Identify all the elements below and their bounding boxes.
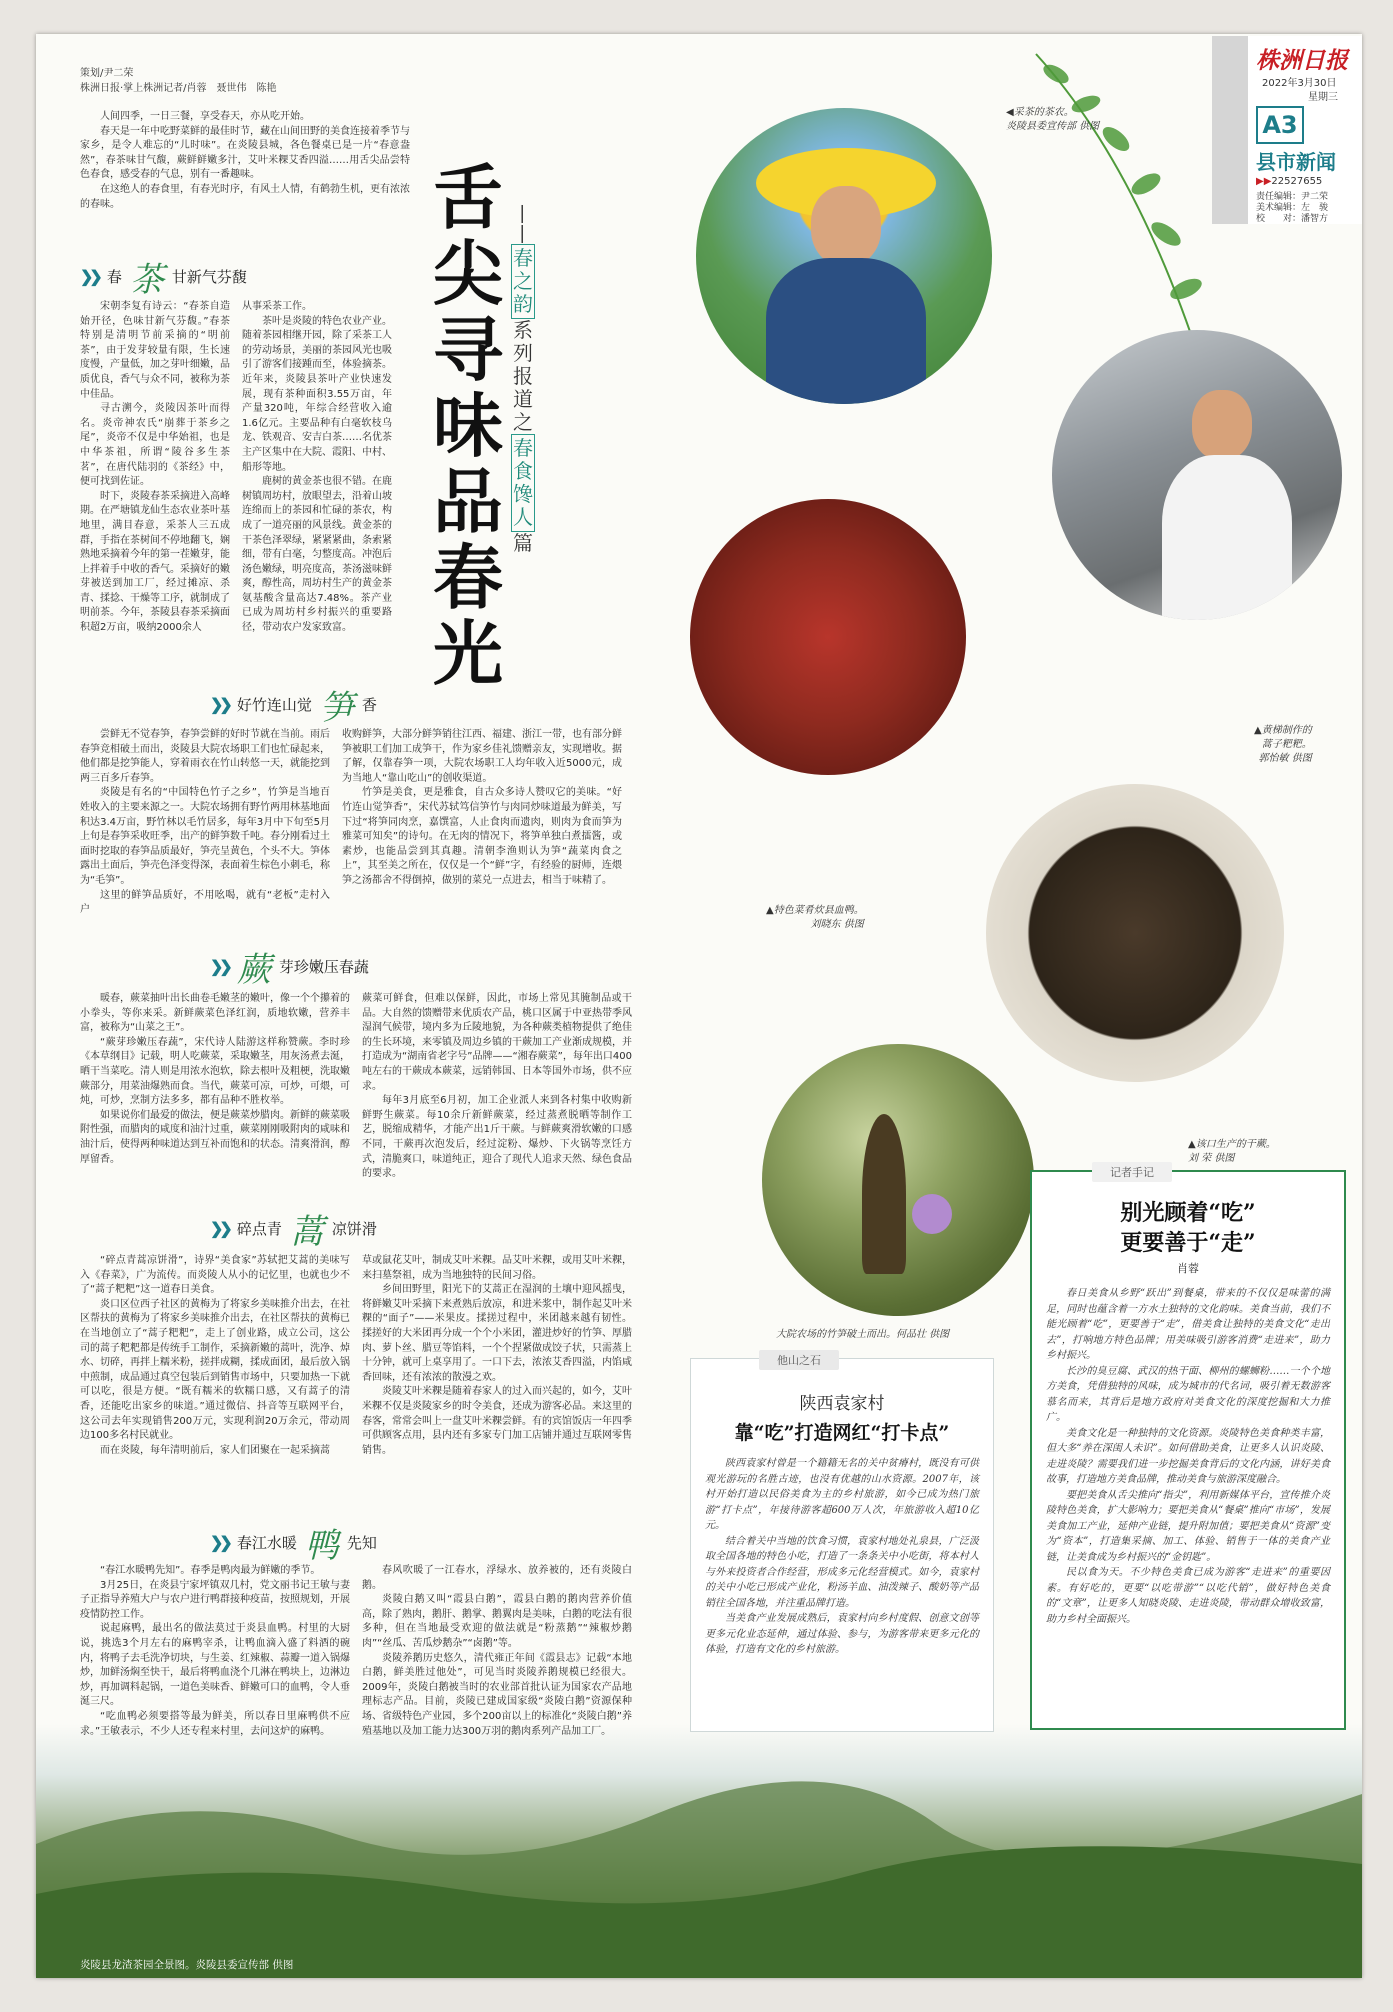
section-fern-col2 <box>362 992 632 1182</box>
section-heading-text: 春江水暖 <box>236 1534 297 1552</box>
paragraph: 炎陵艾叶米粿是随着春家人的过入而兴起的，如今，艾叶米粿不仅是炎陵家乡的时令美食，还成为游客必品。来这里的春客，常常会叫上一盘艾叶米粿尝鲜。有的宾馆饭店一年四季可供顾客点用，县内还有多家专门加工店铺并通过互联网零售销售。 <box>362 1386 632 1456</box>
photo-blood-duck <box>690 499 966 775</box>
section-name: 县市新闻 <box>1256 150 1336 174</box>
caption-tea: ◀采茶的茶农。 炎陵县委宣传部 供图 <box>1006 107 1100 132</box>
paragraph: 说起麻鸭，最出名的做法莫过于炎县血鸭。村里的大厨说，挑选3个月左右的麻鸭宰杀，让鸭血滴入盛了料酒的碗内，将鸭子去毛洗净切块，与生姜、红辣椒、蒜瓣一道入锅爆炒，加鲜汤焖至快干，最后将鸭血浇个几淋在鸭块上，边淋边炒，再加调料起锅，一道色美味香、鲜嫩可口的血鸭，令人垂涎三尺。 <box>80 1623 350 1708</box>
intro-paragraph: 人间四季，一日三餐，享受春天，亦从吃开始。 <box>100 111 310 122</box>
paragraph: 鹿树的黄金茶也很不错。在鹿树镇周坊村，放眼望去，沿着山坡连绵而上的茶园和忙碌的茶农，构成了一道亮丽的风景线。黄金茶的干茶色泽翠绿，紧紧紧曲，条索紧细，带有白毫，匀整度高。冲泡后汤色嫩绿，明亮度高，茶汤滋味鲜爽，醇性高，周坊村生产的黄金茶氨基酸含量高达7.48%。茶产业已成为周坊村乡村振兴的重要路径，带动农户发家致富。 <box>242 476 392 634</box>
paragraph: 陕西袁家村曾是一个籍籍无名的关中贫瘠村，既没有可供观光游玩的名胜古迹，也没有优越的山水资源。2007年，该村开始打造以民俗美食为主的乡村旅游，如今已成为热门旅游“打卡点”，年接待游客超600万人次，年旅游收入超10亿元。 <box>705 1458 979 1531</box>
paragraph: 春风吹暖了一江春水，浮绿水、放养被的，还有炎陵白鹅。 <box>362 1565 632 1591</box>
byline <box>80 66 380 96</box>
caption-panorama: 炎陵县龙渣茶园全景图。炎陵县委宣传部 供图 <box>80 1959 294 1971</box>
masthead <box>1212 36 1362 226</box>
section-heading-text: 芽珍嫩压春蔬 <box>278 958 369 976</box>
chevron-icon: ❯❯ <box>210 695 229 714</box>
chevron-icon: ❯❯ <box>80 267 99 286</box>
paragraph: 寻古溯今，炎陵因茶叶而得名。炎帝神农氏“崩葬于茶乡之尾”，炎帝不仅是中华始祖，也是中华茶祖，所谓“陵谷多生茶茗”，在唐代陆羽的《茶经》中，便可找到佐证。 <box>80 403 230 488</box>
series-subtitle <box>510 204 536 555</box>
sidebar-box-reporter-note <box>1030 1166 1346 1730</box>
paragraph: 蕨菜可鲜食，但难以保鲜，因此，市场上常见其腌制品或干品。大自然的馈赠带来优质农产品，桃口区属于中亚热带季风湿润气候带，境内多为丘陵地貌，为各种蕨类植物提供了绝佳的生长环境，来零镇及周边乡镇的干蕨加工产业渐成规模，并打造成为“湖南省老字号”品牌——“湘春蕨菜”，每年出口400吨左右的干蕨成本蕨菜，远销韩国、日本等国外市场，供不应求。 <box>362 993 632 1092</box>
photo-bamboo-shoot <box>762 1044 1034 1316</box>
paragraph: 炎口区位西子社区的黄梅为了将家乡美味推介出去，在社区帮扶的黄梅为了将家乡美味推介出去，在社区帮扶的黄梅已在当地创立了“蒿子粑粑”，走上了创业路，成立公司，这公司的蒿子粑粑都是传统手工制作，采摘新嫩的蒿叶，洗净、焯水、切碎，再拌上糯米粉，搓拌成糊，揉成面团，最后放入锅中煎制，成品通过真空包装后到销售市场中，只要加热一下就可以吃，很是方便。“既有糯米的软糯口感，又有蒿子的清香，还能吃出家乡的味道。”通过微信、抖音等互联网平台，这公司去年实现销售200万元，实现利润20万余元，带动周边100多名村民就业。 <box>80 1298 350 1442</box>
section-heading-text: 凉饼滑 <box>331 1220 377 1238</box>
caption-fern: ▲该口生产的干蕨。 刘 荣 供图 <box>1188 1139 1276 1164</box>
section-fern-col1 <box>80 992 350 1167</box>
paragraph: “春江水暖鸭先知”。春季是鸭肉最为鲜嫩的季节。 <box>100 1565 321 1576</box>
section-artemisia-col2 <box>362 1254 632 1458</box>
paragraph: 暖春，蕨菜抽叶出长曲卷毛嫩茎的嫩叶，像一个个攥着的小拳头，等你来采。新鲜蕨菜色泽红润，质地软嫩，营养丰富，被称为“山菜之王”。 <box>80 993 350 1034</box>
section-heading-fern <box>210 942 369 991</box>
box-author: 肖蓉 <box>1177 1262 1199 1275</box>
section-heading-text: 甘新气芬馥 <box>171 268 247 286</box>
section-duck-col2 <box>362 1564 632 1739</box>
section-heading-artemisia <box>210 1204 377 1253</box>
paragraph: 尝鲜无不觉春笋，春笋尝鲜的好时节就在当前。雨后春笋竞相破土而出，炎陵县大院农场职工们也忙碌起来，他们都是挖笋能人，穿着雨衣在竹山转悠一天，就能挖到两三百多斤春笋。 <box>80 729 330 784</box>
editor-3: 校 对：潘智方 <box>1256 214 1329 224</box>
series-topic: 春食馋人 <box>511 434 535 532</box>
caption-duck: ▲特色菜肴炊县血鸭。 刘晓东 供图 <box>766 905 864 930</box>
paragraph: 如果说你们最爱的做法，便是蕨菜炒腊肉。新鲜的蕨菜吸附性强，而腊肉的咸度和油汁过重，蕨菜刚刚吸附肉的咸味和油汁后，使得两种味道达到互补而饱和的状态。清爽滑润，醇厚留香。 <box>80 1109 350 1165</box>
paragraph: “吃血鸭必须要搭等最为鲜美，所以春日里麻鸭供不应求。”王敏表示，不少人还专程来村里，去问这炉的麻鸭。 <box>80 1710 350 1737</box>
sidebar-box-shaanxi <box>690 1354 994 1732</box>
intro <box>80 110 410 212</box>
section-heading-text: 碎点青 <box>236 1220 282 1238</box>
section-heading-char: 茶 <box>129 260 164 300</box>
section-heading-char: 鸭 <box>304 1526 339 1566</box>
paragraph: 美食文化是一种独特的文化资源。炎陵特色美食种类丰富，但大多“养在深闺人未识”。如何借助美食，让更多人认识炎陵、走进炎陵？需要我们进一步挖掘美食背后的文化内涵，讲好美食故事，打造地方美食品牌，推动美食与旅游深度融合。 <box>1046 1427 1330 1485</box>
editor-2: 美术编辑：左 骏 <box>1256 203 1329 213</box>
intro-paragraph: 在这绝人的春食里，有春光时序，有风土人情，有鹤勃生机，更有浓浓的春味。 <box>80 183 410 210</box>
paragraph: 炎陵是有名的“中国特色竹子之乡”，竹笋是当地百姓收入的主要来源之一。大院农场拥有野竹两用林基地面积达3.4万亩，野竹林以毛竹居多，每年3月中下旬至5月上旬是春笋采收旺季，出产的鲜笋数千吨。春分刚看过土面时挖取的春笋品质最好，笋壳呈黄色，个头不大。笋体露出土面后，笋壳色泽变得深，表面着生棕色小刺毛，称为“毛笋”。 <box>80 787 330 886</box>
section-heading-text: 香 <box>361 696 377 714</box>
paragraph: “碎点青蒿凉饼滑”，诗界“美食家”苏轼把艾蒿的美味写入《春菜》，广为流传。而炎陵人从小的记忆里，也就也少不了“蒿子粑粑”这一道春日美食。 <box>80 1255 350 1296</box>
section-heading-char: 笋 <box>319 688 354 728</box>
paragraph: 这里的鲜笋品质好，不用吆喝，就有“老板”走村入户 <box>80 889 330 916</box>
intro-paragraph: 春天是一年中吃野菜鲜的最佳时节，藏在山间田野的美食连接着季节与家乡，是令人难忘的“儿时味”。在炎陵县城，各色餐桌已是一片“春意盎然”，春茶味甘气馥，蕨鲜鲜嫩多汁，艾叶米粿艾香四溢……用舌尖品尝特色春食，感受春的气息，别有一番趣味。 <box>80 125 410 181</box>
editor-1: 责任编辑：尹二荣 <box>1256 192 1329 202</box>
masthead-logo: 株洲日报 <box>1256 47 1348 74</box>
section-heading-char: 蒿 <box>289 1212 324 1252</box>
paragraph: 长沙的臭豆腐、武汉的热干面、柳州的螺蛳粉……一个个地方美食，凭借独特的风味，成为城市的代名词，吸引着无数游客慕名而来，其背后是地方政府对美食文化的深度挖掘和大力推广。 <box>1046 1365 1330 1423</box>
photo-tea-garden-panorama <box>36 1724 1362 1978</box>
page-title: 舌尖寻味品春光 <box>433 156 503 695</box>
mountain-silhouette-icon <box>36 1724 1362 1978</box>
section-heading-text: 先知 <box>346 1534 377 1552</box>
paragraph: 要把美食从舌尖推向“指尖”，利用新媒体平台，宣传推介炎陵特色美食，扩大影响力；要把美食从“餐桌”推向“市场”，发展美食加工产业，延伸产业链，提升附加值；要把美食从“资源”变为“资本”，打造集采摘、加工、体验、销售于一体的美食产业链，让美食成为乡村振兴的“金钥匙”。 <box>1046 1489 1330 1563</box>
paragraph: 春日美食从乡野“跃出”到餐桌，带来的不仅仅是味蕾的满足，同时也蕴含着一方水土独特的文化韵味。美食当前，我们不能光顾着“吃”，更要善于“走”，借美食让独特的美食文化“走出去”，打响地方特色品牌；用美味吸引游客消费“走进来”，助力乡村振兴。 <box>1046 1288 1330 1361</box>
paragraph: “蕨芽珍嫩压春蔬”，宋代诗人陆游这样称赞蕨。李时珍《本草纲目》记载，明人吃蕨菜，采取嫩茎，用灰汤煮去涎，晒干当菜吃。清人则是用浓水泡软，除去根叶及粗梗，洗取嫩蕨部分，用菜油爆熟而食。当代，蕨菜可凉，可炒，可煨，可炖，可炒，烹制方法多多，都有品种不胜枚举。 <box>80 1036 350 1107</box>
paragraph: 3月25日，在炎县宁家坪镇双几村，党文丽书记王敏与妻子正指导养殖大户与农户进行鸭群接种疫苗，按照规划，开展疫情防控工作。 <box>80 1579 350 1620</box>
section-heading-char: 蕨 <box>236 950 271 990</box>
paragraph: 宋朝李复有诗云：“春茶自造始开径，色味甘新气芬馥。”春茶特别是清明节前采摘的“明前茶”，由于发芽较量有限，生长速度慢，产量低，加之芽叶细嫩，品质优良，香气与众不同，被称为茶中佳品。 <box>80 301 230 400</box>
paragraph: 竹笋是美食，更是雅食，自古众多诗人赞叹它的美味。“好竹连山觉笋香”，宋代苏轼笃信笋竹与肉同炒味道最为鲜美，写下过“将笋同肉烹，嘉馔富，人止食肉而遗肉，则肉为食而笋为雅菜可知矣”的诗句。在无肉的情况下，将笋单独白煮擂酱，或素炒，也能品尝到其真趣。清朝李渔则认为笋“蔬菜肉食之上”，其至美之所在，仅仅是一个“鲜”字，有经验的厨师，连煨笋之汤都舍不得倒掉，做别的菜兑一点进去，相当于味精了。 <box>342 787 622 886</box>
section-heading-tea <box>80 252 247 301</box>
section-heading-text: 好竹连山觉 <box>236 696 312 714</box>
paragraph: 乡间田野里，阳光下的艾蒿正在湿润的土壤中迎风摇曳，将鲜嫩艾叶采摘下来煮熟后放凉，和进米浆中，制作起艾叶米粿的“面子”——米果皮。揉搓过程中，米团越来越有韧性。揉搓好的大米团再分成一个个小米团，灌进炒好的竹笋、厚腊肉、萝卜丝、腊豆等馅料，一个个捏紧做成饺子状，只需蒸上十分钟，就可上桌享用了。一口下去，浓浓艾香四溢，内馅咸香回味，还有浓浓的散漫之欢。 <box>362 1284 632 1383</box>
box-tag: 记者手记 <box>1092 1162 1172 1182</box>
paragraph: 每年3月底至6月初，加工企业派人来到各村集中收购新鲜野生蕨菜。每10余斤新鲜蕨菜，经过蒸煮脱晒等制作工艺，脱缩成精华，才能产出1斤干蕨。与鲜蕨爽滑软嫩的口感不同，干蕨再次泡发后，经过淀粉、爆炒、下火锅等烹饪方式，清脆爽口，味道纯正，迎合了现代人追求天然、绿色食品的要求。 <box>362 1095 632 1180</box>
page-number: A3 <box>1256 106 1304 144</box>
series-mid: 系列报道之 <box>513 318 533 434</box>
series-post: 篇 <box>513 531 533 555</box>
box-headline-line2: 更要善于“走” <box>1120 1230 1256 1256</box>
paragraph: 当美食产业发展成熟后，袁家村向乡村度假、创意文创等更多元化业态延伸，通过体验、参与，为游客带来更多元化的体验，打造有文化的乡村旅游。 <box>705 1613 979 1655</box>
newspaper-page <box>36 34 1362 1978</box>
paragraph: 草或鼠花艾叶，制成艾叶米粿。品艾叶米粿，或用艾叶米粿，来扫墓祭祖，成为当地独特的民间习俗。 <box>362 1255 632 1281</box>
section-bamboo-col1 <box>80 728 330 918</box>
section-duck-col1 <box>80 1564 350 1739</box>
section-tea-col2 <box>242 300 392 636</box>
section-heading-bamboo <box>210 680 377 729</box>
paragraph: 收购鲜笋，大部分鲜笋销往江西、福建、浙江一带，也有部分鲜笋被职工们加工成笋干，作为家乡佳礼馈赠亲友，实现增收。据了解，仅靠春笋一项，大院农场职工人均年收入近5000元，成为当地人“靠山吃山”的创收渠道。 <box>342 729 622 784</box>
paragraph: 从事采茶工作。 <box>242 301 312 312</box>
chevron-icon: ❯❯ <box>210 1219 229 1238</box>
paragraph: 茶叶是炎陵的特色农业产业。随着茶园相继开园，除了采茶工人的劳动场景，美丽的茶园风光也吸引了游客们接踵而至，体验摘茶。近年来，炎陵县茶叶产业快速发展，现有茶种面积3.55万亩，年产量320吨，年综合经营收入逾1.6亿元。主要品种有白毫软枝乌龙、铁观音、安吉白茶……名优茶主产区集中在大院、霞阳、中村、船形等地。 <box>242 315 392 473</box>
box-kicker: 陕西袁家村 <box>799 1394 885 1414</box>
section-artemisia-col1 <box>80 1254 350 1458</box>
caption-chef: ▲黄梯制作的 蒿子粑粑。 郭怡敏 供图 <box>1254 725 1312 764</box>
paragraph: 结合着关中当地的饮食习惯，袁家村地处礼泉县，广泛汲取全国各地的特色小吃，打造了一条条关中小吃街，将本村人与外来投资者合作经营，形成多元化经营模式。如今，袁家村的关中小吃已形成产业化，粉汤羊血、油泼辣子、酸奶等产品销往全国各地，并注重品牌打造。 <box>705 1535 979 1609</box>
photo-dried-fern <box>986 784 1284 1082</box>
section-heading-text: 春 <box>106 268 122 286</box>
chevron-icon: ❯❯ <box>210 957 229 976</box>
paragraph: 而在炎陵，每年清明前后，家人们团聚在一起采摘蒿 <box>100 1444 330 1456</box>
caption-bamboo: 大院农场的竹笋破土而出。何品壮 供图 <box>776 1329 950 1340</box>
photo-tea-farmer <box>696 108 992 404</box>
photo-chef <box>1052 330 1342 620</box>
paragraph: 炎陵养鹅历史悠久，清代雍正年间《霞县志》记载“本地白鹅，鲜美胜过他处”，可见当时炎陵养鹅规模已经很大。2009年，炎陵白鹅被当时的农业部首批认证为国家农产品地理标志产品。目前，炎陵已建成国家级“炎陵白鹅”资源保种场、省级特色产业园，多个200亩以上的标准化“炎陵白鹅”养殖基地以及加工能力达300万羽的鹅肉系列产品加工厂。 <box>362 1652 632 1737</box>
series-name: 春之韵 <box>511 244 535 319</box>
masthead-date: 2022年3月30日 <box>1262 78 1337 89</box>
series-dash: —— <box>511 204 536 244</box>
box-headline-line1: 别光顾着“吃” <box>1120 1200 1256 1226</box>
section-bamboo-col2 <box>342 728 622 889</box>
phone-number: ▶▶22527655 <box>1256 176 1323 187</box>
masthead-weekday: 星期三 <box>1308 92 1338 103</box>
section-tea-col1 <box>80 300 230 636</box>
paragraph: 时下，炎陵春茶采摘进入高峰期。在严塘镇龙仙生态农业茶叶基地里，满目春意，采茶人三五成群，手指在茶树间不停地翻飞，娴熟地采摘着今年的第一茬嫩芽，能上拌着手中收的香气。采摘好的嫩芽被送到加工厂，经过摊凉、杀青、揉捻、干燥等工序，就制成了明前茶。今年，茶陵县春茶采摘面积超2万亩，吸纳2000余人 <box>80 490 230 634</box>
paragraph: 炎陵白鹅又叫“霞县白鹅”，霞县白鹅的鹅肉营养价值高，除了熟肉，鹅肝、鹅掌、鹅翼肉是美味，白鹅的吃法有很多种，但在当地最受欢迎的做法就是“粉蒸鹅”“辣椒炒鹅肉”“丝瓜、苦瓜炒鹅杂”“卤鹅”等。 <box>362 1594 632 1649</box>
paragraph: 民以食为天。不少特色美食已成为游客“走进来”的重要因素。有好吃的，更要“以吃带游”“以吃代销”，做好特色美食的“文章”，让更多人知晓炎陵、走进炎陵，带动群众增收致富，助力乡村全面振兴。 <box>1046 1567 1330 1625</box>
section-heading-duck <box>210 1518 377 1567</box>
chevron-icon: ❯❯ <box>210 1533 229 1552</box>
leaf-decoration-icon <box>1016 44 1216 374</box>
planner: 策划/尹二荣 <box>80 68 134 79</box>
reporters: 株洲日报·掌上株洲记者/肖蓉 聂世伟 陈艳 <box>80 83 277 94</box>
box-headline: 靠“吃”打造网红“打卡点” <box>734 1422 950 1444</box>
box-tag: 他山之石 <box>759 1350 839 1370</box>
